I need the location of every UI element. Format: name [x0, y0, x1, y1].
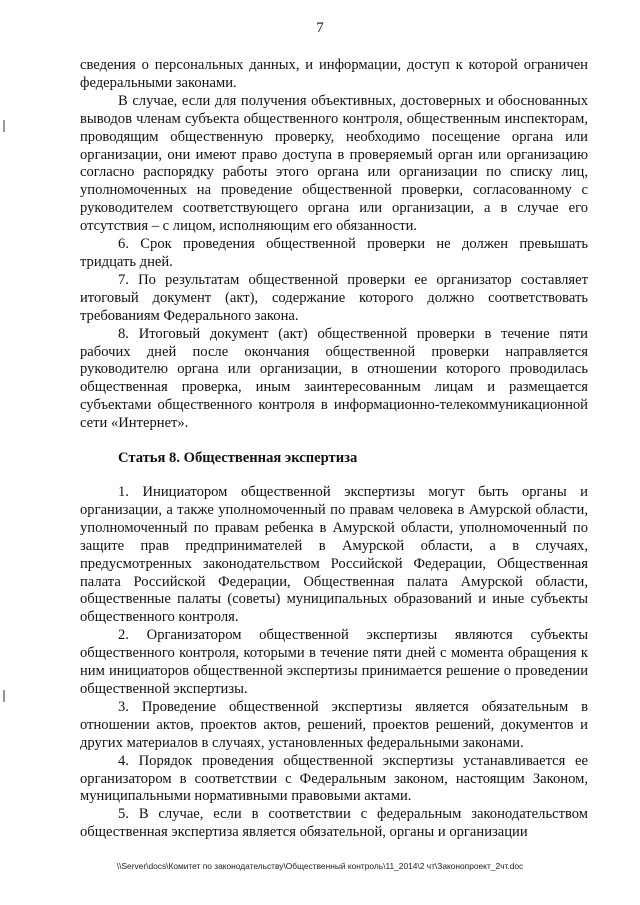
- article-paragraph-3: 3. Проведение общественной экспертизы является обязательным в отношении актов, проектов актов, решений, проектов решений, документов и других материалов в случаях, установленных федеральными законами.: [80, 698, 588, 751]
- paragraph-access-rights: В случае, если для получения объективных, достоверных и обоснованных выводов членам субъекта общественного контроля, общественным инспекторам, проводящим общественную проверку, необходимо посещение органа или организации, они имеют право доступа в проверяемый орган или организацию согласно распорядку работы этого органа или организации по списку лиц, уполномоченных на проведение общественной проверки, согласованному с руководителем соответствующего органа или организации, а в случае его отсутствия – с лицом, исполняющим его обязанности.: [80, 92, 588, 235]
- article-text-block: [80, 484, 588, 842]
- page-number: 7: [316, 20, 324, 36]
- binding-mark: [3, 690, 5, 702]
- binding-mark: [3, 120, 5, 132]
- paragraph-item-8: 8. Итоговый документ (акт) общественной проверки в течение пяти рабочих дней после окончания общественной проверки направляется руководителю органа или организации, в отношении которого проводилась общественная проверка, иным заинтересованным лицам и размещается субъектами общественного контроля в информационно-телекоммуникационной сети «Интернет».: [80, 325, 588, 432]
- article-paragraph-2: 2. Организатором общественной экспертизы являются субъекты общественного контроля, которыми в течение пяти дней с момента обращения к ним инициаторов общественной экспертизы принимается решение о проведении общественной экспертизы.: [80, 627, 588, 697]
- footer-file-path: \\Server\docs\Комитет по законодательству\Общественный контроль\11_2014\2 чт\Законопроект_2чт.doc: [116, 861, 524, 871]
- article-paragraph-5: 5. В случае, если в соответствии с федеральным законодательством общественная экспертиза является обязательной, органы и организации: [80, 806, 588, 841]
- article-heading: Статья 8. Общественная экспертиза: [118, 450, 358, 466]
- paragraph-item-7: 7. По результатам общественной проверки ее организатор составляет итоговый документ (акт), содержание которого должно соответствовать требованиям Федерального закона.: [80, 271, 588, 324]
- paragraph-item-6: 6. Срок проведения общественной проверки не должен превышать тридцать дней.: [80, 236, 588, 270]
- article-paragraph-4: 4. Порядок проведения общественной экспертизы устанавливается ее организатором в соответствии с Федеральным законом, настоящим Законом, муниципальными нормативными правовыми актами.: [80, 752, 588, 805]
- paragraph-continuation: сведения о персональных данных, и информации, доступ к которой ограничен федеральными законами.: [80, 57, 588, 91]
- article-paragraph-1: 1. Инициатором общественной экспертизы могут быть органы и организации, а также уполномоченный по правам человека в Амурской области, уполномоченный по правам ребенка в Амурской области, уполномоченный по защите прав предпринимателей в Амурской области, а в случаях, предусмотренных законодательством Российской Федерации, Общественная палата Российской Федерации, Общественная палата Амурской области, общественные палаты (советы) муниципальных образований и иные субъекты общественного контроля.: [80, 484, 588, 626]
- top-text-block: [80, 57, 588, 433]
